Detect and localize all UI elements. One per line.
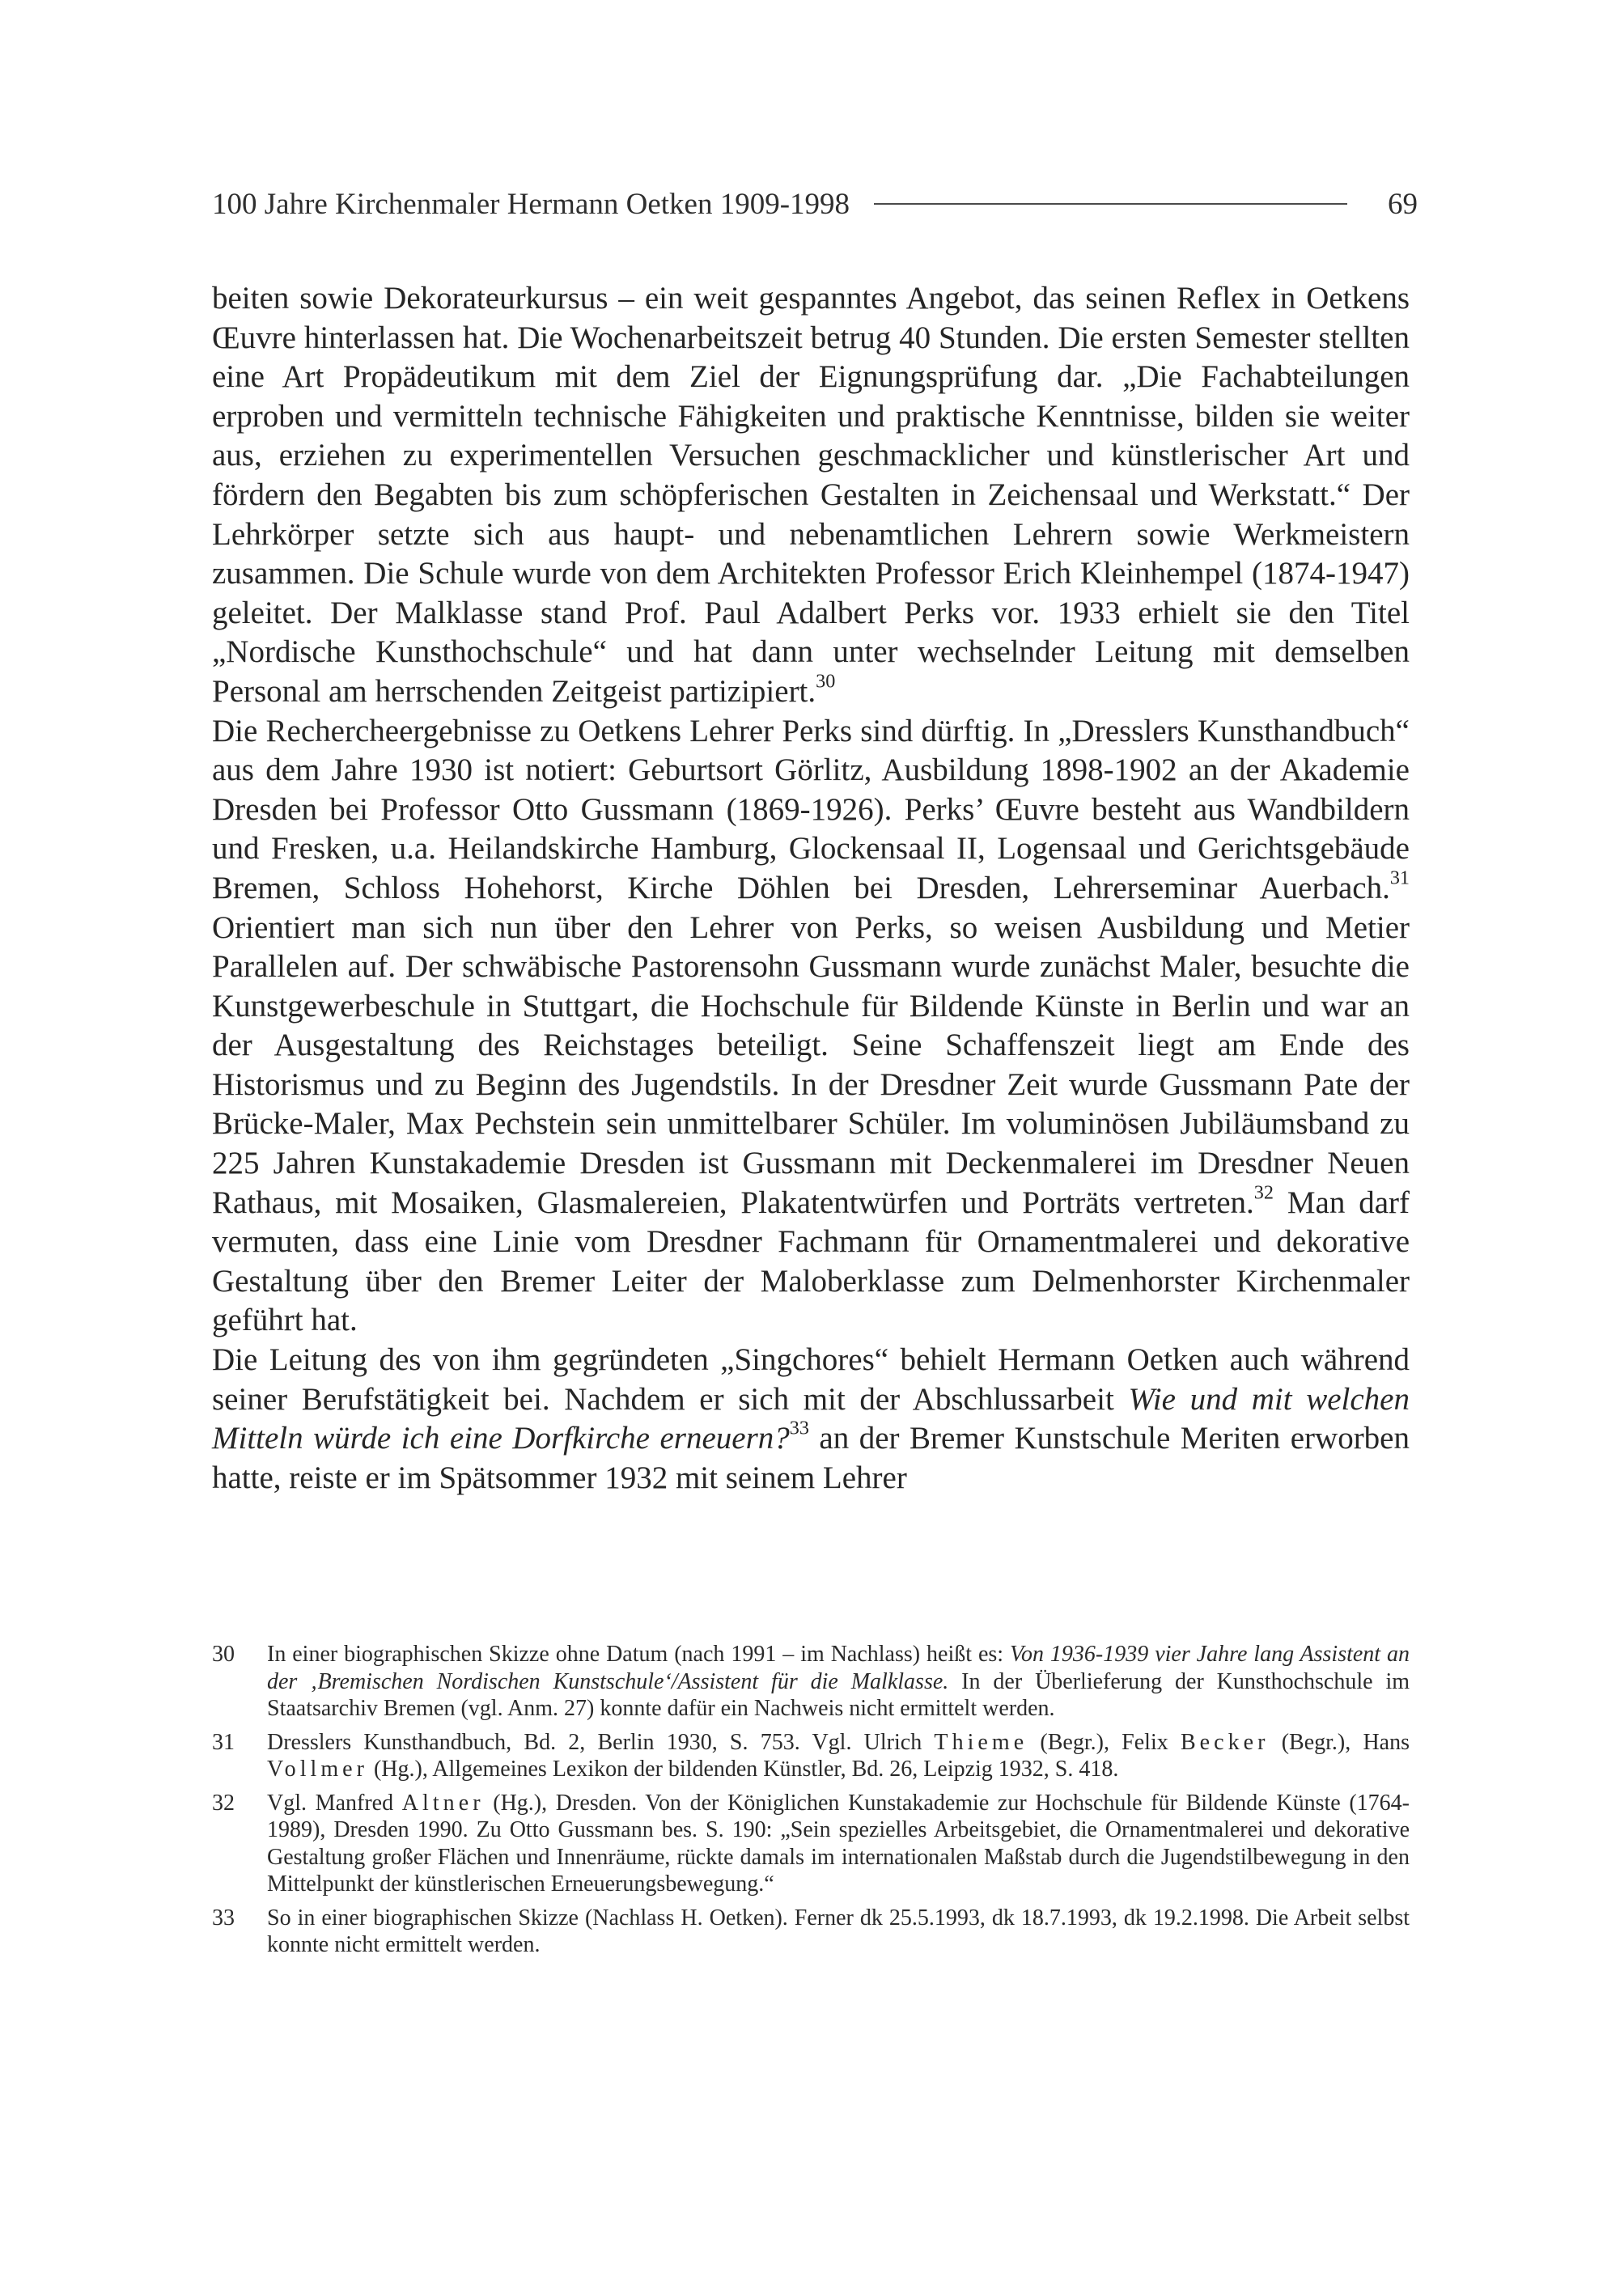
footnote-number: 31 — [212, 1729, 235, 1755]
paragraph-2-text-c: Man darf vermuten, dass eine Linie vom Dresdner Fachmann für Ornamentmalerei und dekorative Gestaltung über den Bremer Leiter der Maloberklasse zum Delmenhorster Kirchenmaler geführt hat. — [212, 1185, 1410, 1338]
paragraph-2-text-b: Orientiert man sich nun über den Lehrer von Perks, so weisen Ausbildung und Metier Parallelen auf. Der schwäbische Pastorensohn Gussmann wurde zunächst Maler, besuchte die Kunstgewerbeschule in Stuttgart, die Hochschule für Bildende Künste in Berlin und war an der Ausgestaltung des Reichstages beteiligt. Seine Schaffenszeit liegt am Ende des Historismus und zu Beginn des Jugendstils. In der Dresdner Zeit wurde Gussmann Pate der Brücke-Maler, Max Pechstein sein unmittelbarer Schüler. Im voluminösen Jubiläumsband zu 225 Jahren Kunstakademie Dresden ist Gussmann mit Deckenmalerei im Dresdner Neuen Rathaus, mit Mosaiken, Glasmalereien, Plakatentwürfen und Porträts vertreten. — [212, 909, 1410, 1220]
footnote-31 — [212, 1729, 1410, 1783]
main-text — [212, 279, 1410, 1498]
footnote-30 — [212, 1641, 1410, 1723]
footnote-ref-33: 33 — [789, 1417, 809, 1439]
footnote-text-part: (Hg.), Allgemeines Lexikon der bildenden Künstler, Bd. 26, Leipzig 1932, S. 418. — [367, 1757, 1119, 1782]
footnote-text-part: Vgl. Manfred — [267, 1790, 402, 1816]
author-name: Altner — [401, 1790, 485, 1816]
footnote-text — [267, 1790, 1410, 1898]
running-head-rule — [874, 203, 1347, 205]
footnote-text-part: In einer biographischen Skizze ohne Datum (nach 1991 – im Nachlass) heißt es: — [267, 1642, 1010, 1667]
footnote-text-part: (Begr.), Hans — [1269, 1729, 1410, 1755]
paragraph-1 — [212, 279, 1410, 712]
thesis-title: Wie und mit welchen Mitteln würde ich eine Dorfkirche erneuern? — [212, 1381, 1410, 1456]
paragraph-3 — [212, 1341, 1410, 1498]
footnote-number: 33 — [212, 1905, 235, 1931]
running-head — [212, 180, 1418, 228]
footnote-number: 32 — [212, 1790, 235, 1816]
footnote-text-part: So in einer biographischen Skizze (Nachlass H. Oetken). Ferner dk 25.5.1993, dk 18.7.1993, dk 19.2.1998. Die Arbeit selbst konnte nicht ermittelt werden. — [267, 1905, 1410, 1957]
footnote-32 — [212, 1790, 1410, 1898]
page-number: 69 — [1388, 187, 1418, 221]
footnote-ref-30: 30 — [816, 670, 836, 693]
paragraph-2 — [212, 712, 1410, 1341]
footnote-33 — [212, 1905, 1410, 1959]
footnotes — [212, 1641, 1410, 1965]
footnote-text — [267, 1905, 1410, 1959]
running-head-title: 100 Jahre Kirchenmaler Hermann Oetken 1909-1998 — [212, 187, 850, 221]
footnote-ref-32: 32 — [1253, 1181, 1274, 1204]
footnote-number: 30 — [212, 1642, 235, 1667]
author-name: Becker — [1180, 1729, 1270, 1755]
author-name: Vollmer — [267, 1757, 368, 1782]
footnote-quote: Von 1936-1939 vier Jahre lang Assistent an der ‚Bremischen Nordischen Kunstschule‘/Assistent für die Malklasse. — [267, 1642, 1410, 1694]
author-name: Thieme — [934, 1729, 1028, 1755]
footnote-text — [267, 1729, 1410, 1783]
paragraph-1-text: beiten sowie Dekorateurkursus – ein weit gespanntes Angebot, das seinen Reflex in Oetkens Œuvre hinterlassen hat. Die Wochenarbeitszeit betrug 40 Stunden. Die ersten Semester stellten eine Art Propädeutikum mit dem Ziel der Eignungsprüfung dar. „Die Fachabteilungen erproben und vermitteln technische Fähigkeiten und praktische Kenntnisse, bilden sie weiter aus, erziehen zu experimentellen Versuchen geschmacklicher und künstlerischer Art und fördern den Begabten bis zum schöpferischen Gestalten in Zeichensaal und Werkstatt.“ Der Lehrkörper setzte sich aus haupt- und nebenamtlichen Lehrern sowie Werkmeistern zusammen. Die Schule wurde von dem Architekten Professor Erich Kleinhempel (1874-1947) geleitet. Der Malklasse stand Prof. Paul Adalbert Perks vor. 1933 erhielt sie den Titel „Nordische Kunsthochschule“ und hat dann unter wechselnder Leitung mit demselben Personal am herrschenden Zeitgeist partizipiert. — [212, 281, 1410, 709]
footnote-text-part: (Begr.), Felix — [1028, 1729, 1181, 1755]
paragraph-2-text-a: Die Rechercheergebnisse zu Oetkens Lehrer Perks sind dürftig. In „Dresslers Kunsthandbuch“ aus dem Jahre 1930 ist notiert: Geburtsort Görlitz, Ausbildung 1898-1902 an der Akademie Dresden bei Professor Otto Gussmann (1869-1926). Perks’ Œuvre besteht aus Wandbildern und Fresken, u.a. Heilandskirche Hamburg, Glockensaal II, Logensaal und Gerichtsgebäude Bremen, Schloss Hohehorst, Kirche Döhlen bei Dresden, Lehrerseminar Auerbach. — [212, 713, 1410, 905]
footnote-text — [267, 1641, 1410, 1723]
footnote-text-part: Dresslers Kunsthandbuch, Bd. 2, Berlin 1930, S. 753. Vgl. Ulrich — [267, 1729, 935, 1755]
paragraph-3-text-b: an der Bremer Kunstschule Meriten erworben hatte, reiste er im Spätsommer 1932 mit seinem Lehrer — [212, 1421, 1410, 1495]
footnote-text-part: (Hg.), Dresden. Von der Königlichen Kunstakademie zur Hochschule für Bildende Künste (1764-1989), Dresden 1990. Zu Otto Gussmann bes. S. 190: „Sein spezielles Arbeitsgebiet, die Ornamentmalerei und dekorative Gestaltung großer Flächen und Innenräume, rückte damals im internationalen Maßstab durch die Jugendstilbewegung in den Mittelpunkt der künstlerischen Erneuerungsbewegung.“ — [267, 1790, 1410, 1897]
paragraph-3-text-a: Die Leitung des von ihm gegründeten „Singchores“ behielt Hermann Oetken auch während seiner Berufstätigkeit bei. Nachdem er sich mit der Abschlussarbeit — [212, 1342, 1410, 1417]
footnote-ref-31: 31 — [1389, 867, 1410, 889]
footnote-text-part: In der Überlieferung der Kunsthochschule im Staatsarchiv Bremen (vgl. Anm. 27) konnte dafür ein Nachweis nicht ermittelt werden. — [267, 1668, 1410, 1721]
